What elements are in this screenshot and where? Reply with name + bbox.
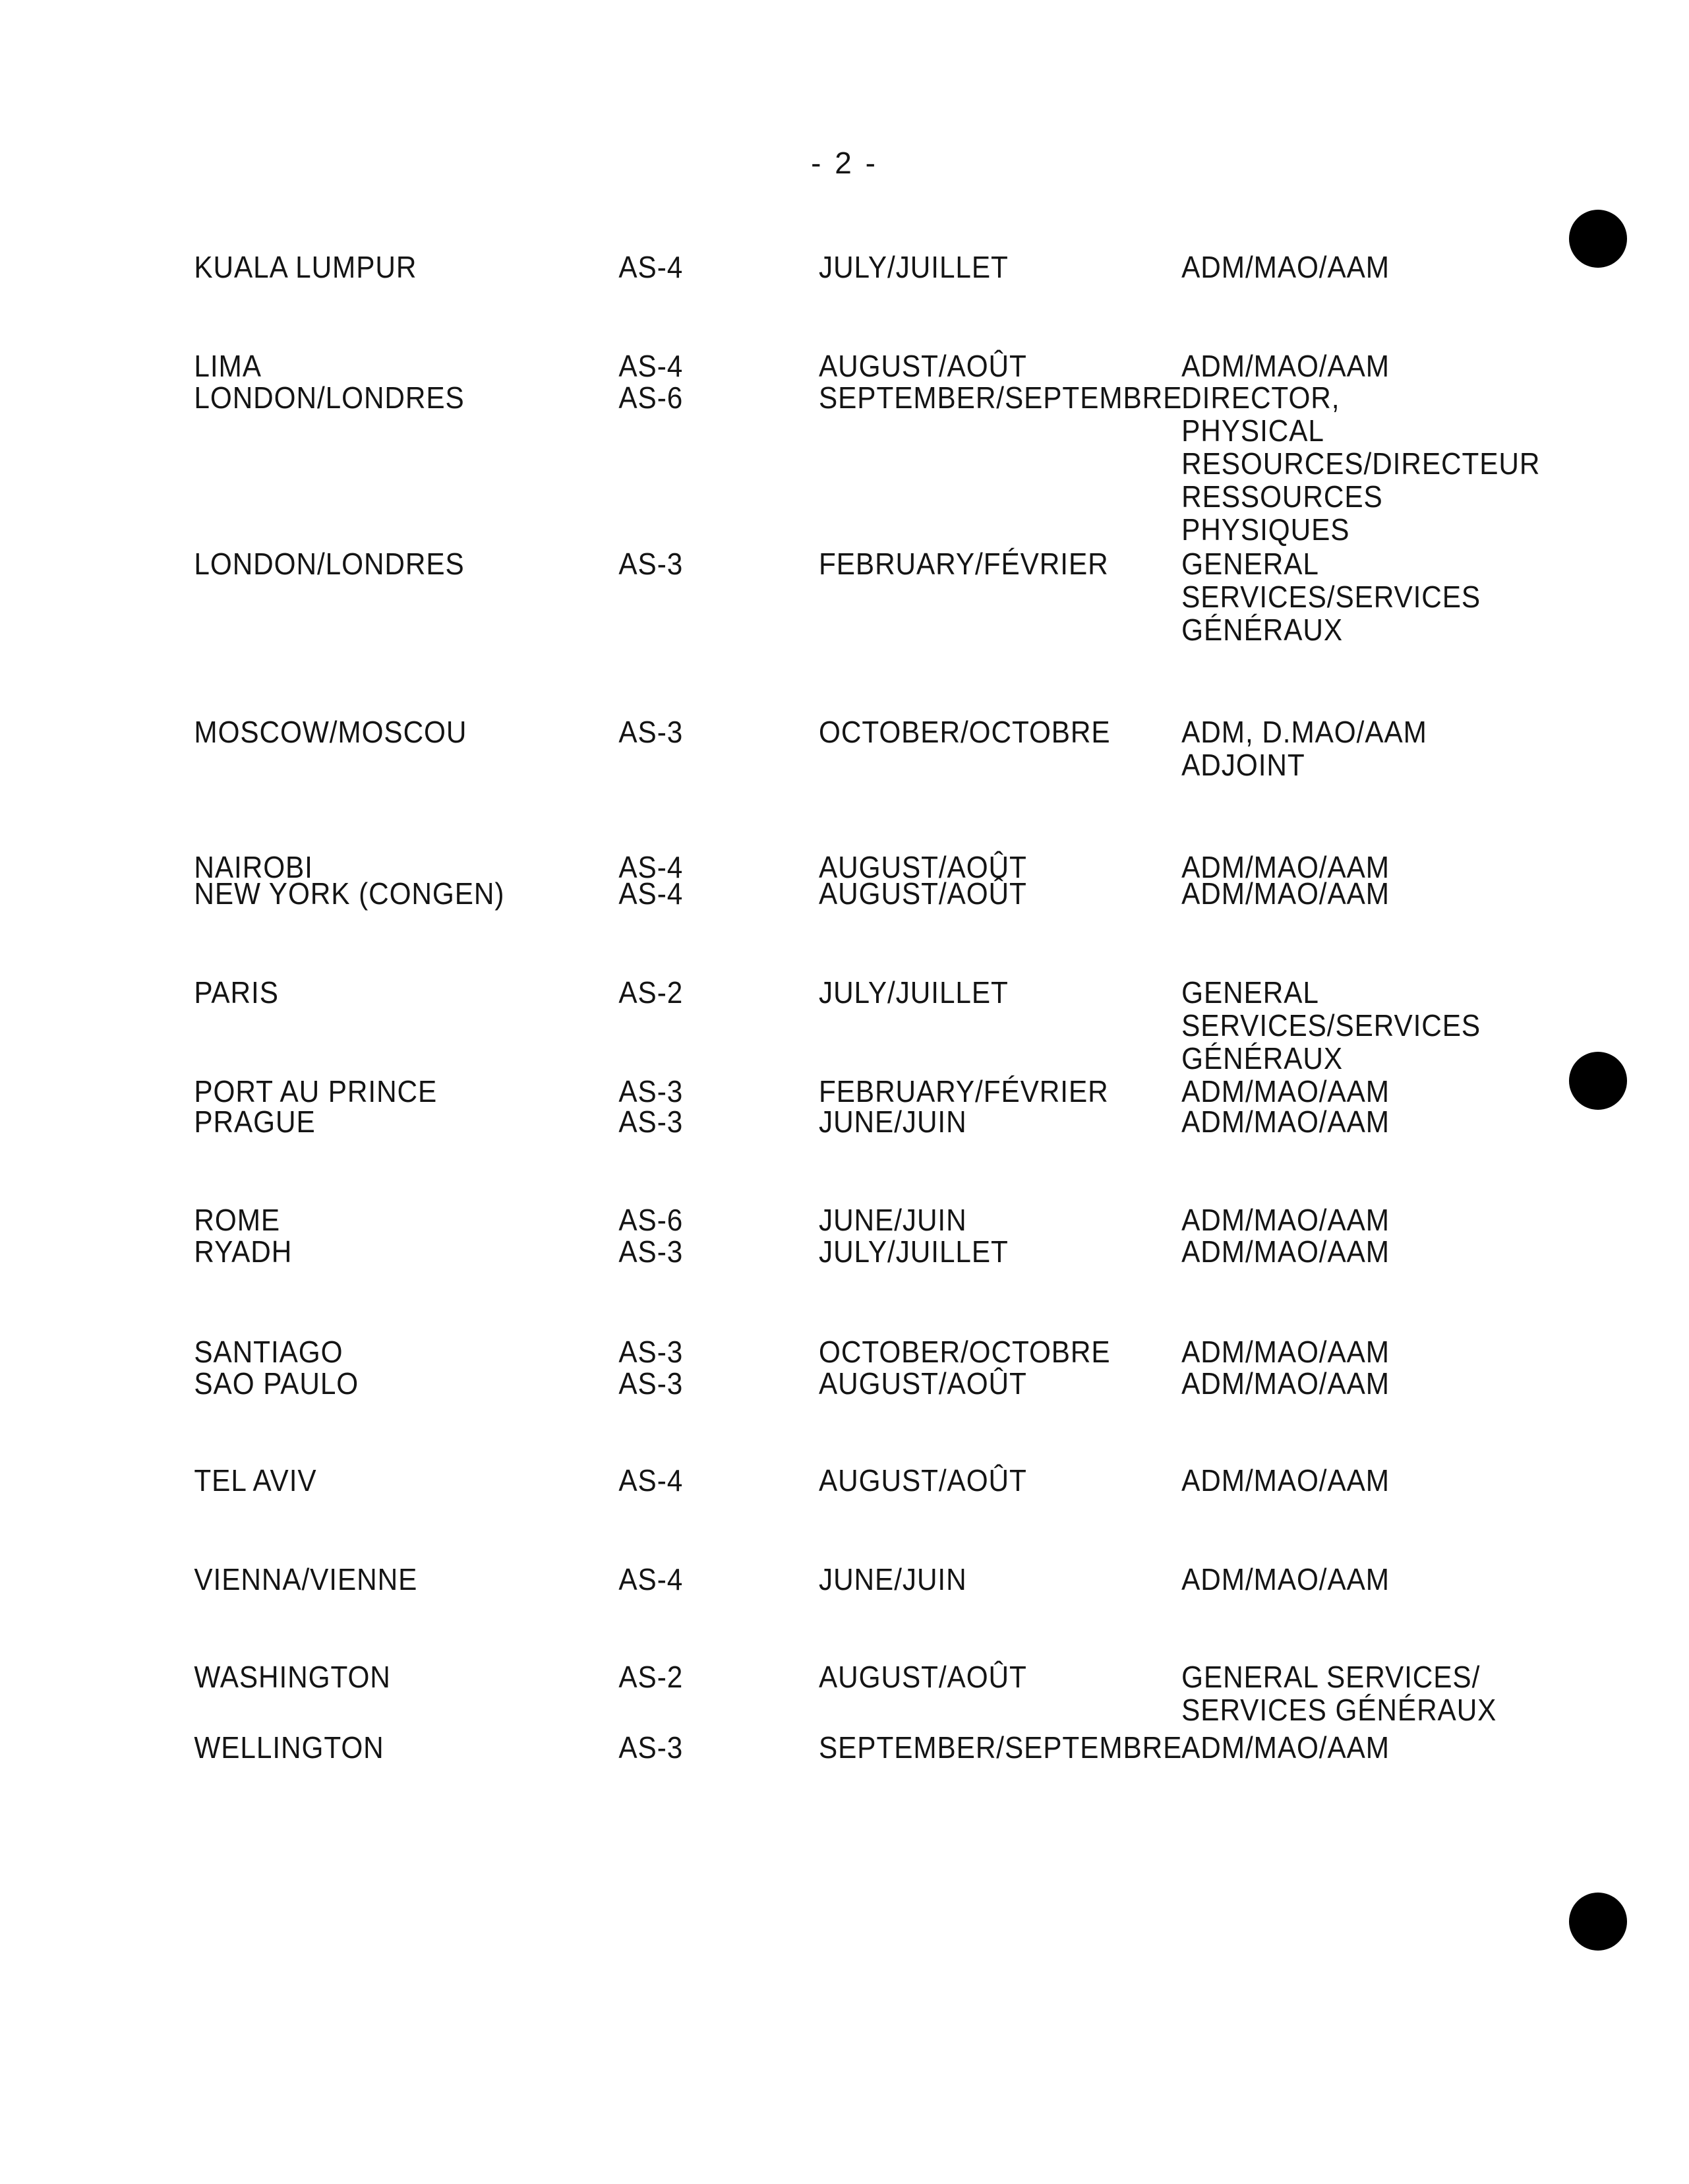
grade-cell: AS-4 xyxy=(618,1562,684,1596)
grade-cell: AS-4 xyxy=(618,349,684,383)
month-cell: SEPTEMBER/SEPTEMBRE xyxy=(819,1730,1183,1765)
city-cell: ROME xyxy=(194,1203,281,1237)
city-cell: NEW YORK (CONGEN) xyxy=(194,876,505,911)
responsible-cell xyxy=(1181,1203,1390,1236)
grade-cell: AS-4 xyxy=(618,250,684,284)
responsible-line: ADM/MAO/AAM xyxy=(1181,250,1390,284)
responsible-cell xyxy=(1181,381,1540,546)
responsible-line: GÉNÉRAUX xyxy=(1181,613,1344,647)
grade-cell: AS-6 xyxy=(618,380,684,415)
responsible-line: ADM/MAO/AAM xyxy=(1181,1463,1390,1498)
responsible-line: ADM/MAO/AAM xyxy=(1181,349,1390,383)
responsible-cell xyxy=(1181,1660,1496,1726)
responsible-line: GENERAL SERVICES/ xyxy=(1181,1660,1481,1694)
responsible-line: PHYSICAL xyxy=(1181,413,1324,448)
city-cell: LONDON/LONDRES xyxy=(194,547,465,581)
responsible-line: RESSOURCES xyxy=(1181,479,1383,514)
grade-cell: AS-6 xyxy=(618,1203,684,1237)
month-cell: AUGUST/AOÛT xyxy=(819,876,1027,911)
responsible-line: ADM/MAO/AAM xyxy=(1181,1730,1390,1765)
responsible-cell xyxy=(1181,1235,1390,1268)
responsible-line: DIRECTOR, xyxy=(1181,380,1340,415)
responsible-cell xyxy=(1181,877,1390,910)
grade-cell: AS-2 xyxy=(618,975,684,1010)
grade-cell: AS-4 xyxy=(618,876,684,911)
grade-cell: AS-2 xyxy=(618,1660,684,1694)
city-cell: WASHINGTON xyxy=(194,1660,391,1694)
month-cell: JUNE/JUIN xyxy=(819,1562,967,1596)
month-cell: AUGUST/AOÛT xyxy=(819,1366,1027,1401)
responsible-line: ADM/MAO/AAM xyxy=(1181,1234,1390,1269)
responsible-cell xyxy=(1181,1105,1390,1138)
city-cell: WELLINGTON xyxy=(194,1730,384,1765)
city-cell: SAO PAULO xyxy=(194,1366,359,1401)
responsible-cell xyxy=(1181,1367,1390,1400)
city-cell: PORT AU PRINCE xyxy=(194,1074,438,1108)
month-cell: JULY/JUILLET xyxy=(819,975,1009,1010)
city-cell: MOSCOW/MOSCOU xyxy=(194,715,467,749)
responsible-cell xyxy=(1181,349,1390,382)
responsible-line: RESOURCES/DIRECTEUR xyxy=(1181,446,1541,481)
grade-cell: AS-4 xyxy=(618,1463,684,1498)
city-cell: LONDON/LONDRES xyxy=(194,380,465,415)
responsible-line: ADM/MAO/AAM xyxy=(1181,1366,1390,1401)
month-cell: JULY/JUILLET xyxy=(819,1234,1009,1269)
month-cell: FEBRUARY/FÉVRIER xyxy=(819,1074,1109,1108)
responsible-cell xyxy=(1181,251,1390,284)
month-cell: JUNE/JUIN xyxy=(819,1105,967,1139)
responsible-cell xyxy=(1181,1731,1390,1764)
city-cell: PRAGUE xyxy=(194,1105,316,1139)
responsible-line: ADM/MAO/AAM xyxy=(1181,1203,1390,1237)
month-cell: JUNE/JUIN xyxy=(819,1203,967,1237)
responsible-line: ADM/MAO/AAM xyxy=(1181,850,1390,884)
city-cell: NAIROBI xyxy=(194,850,313,884)
responsible-cell xyxy=(1181,1075,1390,1108)
responsible-line: ADM/MAO/AAM xyxy=(1181,876,1390,911)
punch-hole-top xyxy=(1569,210,1627,268)
responsible-line: SERVICES/SERVICES xyxy=(1181,1008,1481,1043)
responsible-cell xyxy=(1181,547,1481,646)
responsible-line: GENERAL xyxy=(1181,975,1319,1010)
month-cell: JULY/JUILLET xyxy=(819,250,1009,284)
responsible-line: ADJOINT xyxy=(1181,748,1305,782)
responsible-line: GENERAL xyxy=(1181,547,1319,581)
month-cell: AUGUST/AOÛT xyxy=(819,1660,1027,1694)
responsible-line: SERVICES GÉNÉRAUX xyxy=(1181,1693,1497,1727)
grade-cell: AS-3 xyxy=(618,1366,684,1401)
month-cell: SEPTEMBER/SEPTEMBRE xyxy=(819,380,1183,415)
responsible-cell xyxy=(1181,976,1481,1075)
punch-hole-middle xyxy=(1569,1052,1627,1110)
responsible-line: ADM/MAO/AAM xyxy=(1181,1074,1390,1108)
responsible-line: ADM/MAO/AAM xyxy=(1181,1335,1390,1369)
grade-cell: AS-3 xyxy=(618,1335,684,1369)
responsible-line: SERVICES/SERVICES xyxy=(1181,580,1481,614)
grade-cell: AS-3 xyxy=(618,1730,684,1765)
responsible-cell xyxy=(1181,1464,1390,1497)
city-cell: SANTIAGO xyxy=(194,1335,343,1369)
responsible-cell xyxy=(1181,1563,1390,1596)
city-cell: KUALA LUMPUR xyxy=(194,250,417,284)
city-cell: TEL AVIV xyxy=(194,1463,317,1498)
punch-hole-bottom xyxy=(1569,1893,1627,1951)
grade-cell: AS-3 xyxy=(618,1105,684,1139)
month-cell: OCTOBER/OCTOBRE xyxy=(819,1335,1111,1369)
grade-cell: AS-4 xyxy=(618,850,684,884)
grade-cell: AS-3 xyxy=(618,547,684,581)
city-cell: PARIS xyxy=(194,975,279,1010)
city-cell: RYADH xyxy=(194,1234,293,1269)
responsible-line: ADM/MAO/AAM xyxy=(1181,1105,1390,1139)
page-number: - 2 - xyxy=(811,146,878,180)
month-cell: AUGUST/AOÛT xyxy=(819,1463,1027,1498)
city-cell: VIENNA/VIENNE xyxy=(194,1562,418,1596)
city-cell: LIMA xyxy=(194,349,262,383)
responsible-cell xyxy=(1181,715,1427,781)
month-cell: FEBRUARY/FÉVRIER xyxy=(819,547,1109,581)
month-cell: AUGUST/AOÛT xyxy=(819,349,1027,383)
grade-cell: AS-3 xyxy=(618,1074,684,1108)
responsible-line: ADM/MAO/AAM xyxy=(1181,1562,1390,1596)
grade-cell: AS-3 xyxy=(618,1234,684,1269)
responsible-line: PHYSIQUES xyxy=(1181,512,1350,547)
grade-cell: AS-3 xyxy=(618,715,684,749)
month-cell: AUGUST/AOÛT xyxy=(819,850,1027,884)
month-cell: OCTOBER/OCTOBRE xyxy=(819,715,1111,749)
responsible-cell xyxy=(1181,1335,1390,1368)
responsible-line: ADM, D.MAO/AAM xyxy=(1181,715,1427,749)
responsible-line: GÉNÉRAUX xyxy=(1181,1041,1344,1076)
